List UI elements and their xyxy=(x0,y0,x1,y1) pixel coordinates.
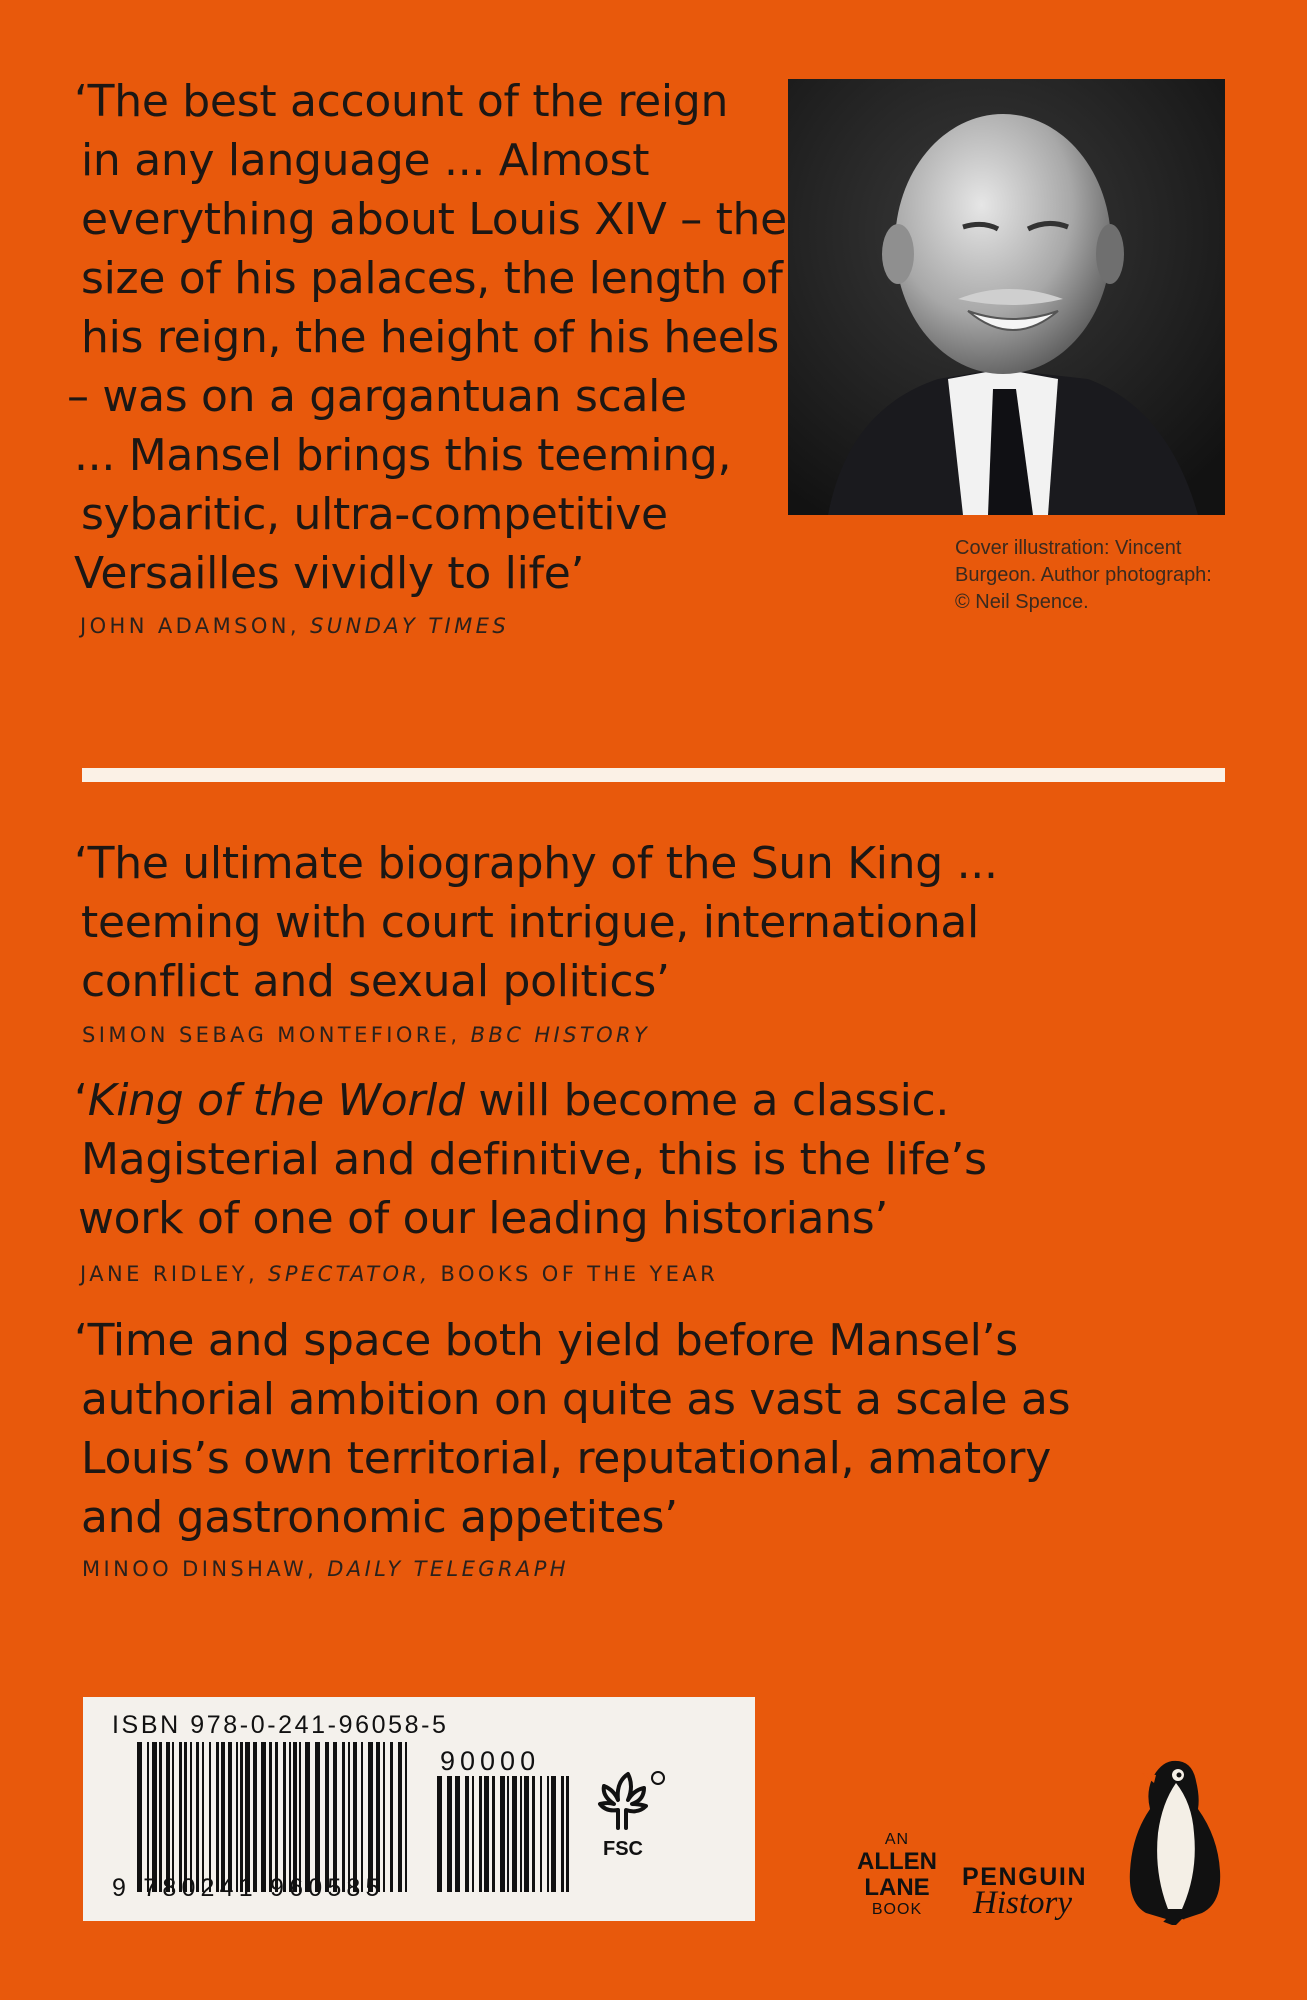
quote-1-attribution xyxy=(80,613,509,639)
barcode-bar xyxy=(209,1742,211,1892)
attribution-source: DAILY TELEGRAPH xyxy=(327,1557,569,1581)
divider-bar xyxy=(82,768,1225,782)
quote-2-line: ‘The ultimate biography of the Sun King ... xyxy=(74,838,998,889)
quote-1-line: – was on a gargantuan scale xyxy=(67,371,687,422)
barcode-bar xyxy=(159,1742,162,1892)
quote-1-line: everything about Louis XIV – the xyxy=(81,194,787,245)
barcode-bar xyxy=(275,1742,278,1892)
quote-1-line: Versailles vividly to life’ xyxy=(74,548,585,599)
barcode-bar xyxy=(532,1776,535,1892)
barcode-bar xyxy=(500,1776,505,1892)
quote-3-line-rest: will become a classic. xyxy=(464,1075,950,1126)
barcode-bar xyxy=(305,1742,310,1892)
barcode-bar xyxy=(202,1742,204,1892)
quote-3-attribution xyxy=(80,1261,718,1287)
barcode-bar xyxy=(269,1742,272,1892)
barcode-bar xyxy=(184,1742,187,1892)
barcode-bar xyxy=(368,1742,373,1892)
quote-1-line: in any language ... Almost xyxy=(81,135,650,186)
barcode-bar xyxy=(390,1742,393,1892)
barcode-bar xyxy=(299,1742,301,1892)
attribution-author: MINOO DINSHAW, xyxy=(82,1557,318,1581)
allen-lane-logo xyxy=(850,1831,944,1919)
attribution-source: BBC HISTORY xyxy=(470,1023,651,1047)
barcode-bar xyxy=(293,1742,297,1892)
credit-line: © Neil Spence. xyxy=(955,591,1089,613)
barcode-bar xyxy=(253,1742,257,1892)
barcode-bar xyxy=(221,1742,225,1892)
quote-1-line: his reign, the height of his heels xyxy=(81,312,780,363)
attribution-author: SIMON SEBAG MONTEFIORE, xyxy=(82,1023,461,1047)
barcode-bar xyxy=(172,1742,174,1892)
allen-lane-lane: LANE xyxy=(864,1874,930,1901)
barcode-bar xyxy=(333,1742,337,1892)
quote-1-line: ... Mansel brings this teeming, xyxy=(74,430,732,481)
barcode-bar xyxy=(465,1776,469,1892)
barcode-bar xyxy=(398,1742,402,1892)
quote-4-line: Louis’s own territorial, reputational, amatory xyxy=(81,1433,1051,1484)
barcode-bar xyxy=(540,1776,542,1892)
barcode-bar xyxy=(196,1742,199,1892)
barcode-bar xyxy=(507,1776,509,1892)
quote-2-line: conflict and sexual politics’ xyxy=(81,956,670,1007)
barcode-bar xyxy=(152,1742,157,1892)
attribution-author: JANE RIDLEY, xyxy=(80,1262,259,1286)
barcode-bar xyxy=(179,1742,182,1892)
cover-credit xyxy=(955,535,1245,616)
barcode-bar xyxy=(353,1742,357,1892)
quote-4-attribution xyxy=(82,1556,569,1582)
allen-lane-allen: ALLEN xyxy=(857,1848,937,1875)
barcode-bar xyxy=(137,1742,142,1892)
quote-3-line: work of one of our leading historians’ xyxy=(78,1193,889,1244)
attribution-source: SPECTATOR, xyxy=(268,1262,431,1286)
barcode-bar xyxy=(566,1776,569,1892)
barcode-bar xyxy=(561,1776,564,1892)
barcode-bar xyxy=(524,1776,529,1892)
barcode-bar xyxy=(236,1742,238,1892)
credit-line: Burgeon. Author photograph: xyxy=(955,564,1212,586)
barcode-bar xyxy=(315,1742,320,1892)
allen-lane-an: AN xyxy=(884,1831,910,1848)
quote-4-line: ‘Time and space both yield before Mansel’s xyxy=(74,1315,1018,1366)
barcode-bar xyxy=(512,1776,517,1892)
barcode-bar xyxy=(216,1742,219,1892)
quote-3-book-title: King of the World xyxy=(87,1075,465,1126)
barcode-bar xyxy=(484,1776,489,1892)
attribution-author: JOHN ADAMSON, xyxy=(80,614,300,638)
barcode-addon-number: 90000 xyxy=(440,1746,541,1776)
barcode-bar xyxy=(551,1776,556,1892)
barcode-bar xyxy=(342,1742,345,1892)
quote-2-attribution xyxy=(82,1022,650,1048)
barcode-bar xyxy=(289,1742,291,1892)
quote-4-line: and gastronomic appetites’ xyxy=(81,1492,678,1543)
allen-lane-book: BOOK xyxy=(871,1901,923,1918)
barcode-main-bars xyxy=(137,1742,407,1892)
quote-2 xyxy=(74,834,998,1011)
quote-1 xyxy=(67,72,787,603)
quote-3-line xyxy=(74,1071,987,1130)
barcode-bar xyxy=(228,1742,232,1892)
barcode-bar xyxy=(455,1776,460,1892)
quote-2-line: teeming with court intrigue, international xyxy=(81,897,979,948)
quote-4-line: authorial ambition on quite as vast a scale as xyxy=(81,1374,1071,1425)
penguin-icon xyxy=(1120,1753,1230,1928)
quote-1-line: sybaritic, ultra-competitive xyxy=(81,489,668,540)
barcode-bar xyxy=(245,1742,250,1892)
quote-3-open-mark: ‘ xyxy=(74,1075,88,1126)
barcode-bar xyxy=(240,1742,243,1892)
barcode-addon-bars xyxy=(437,1776,573,1892)
barcode-bar xyxy=(190,1742,192,1892)
barcode-bar xyxy=(325,1742,329,1892)
penguin-wordmark: PENGUIN xyxy=(962,1863,1088,1891)
barcode-bar xyxy=(447,1776,452,1892)
barcode-number: 9 780241 960585 xyxy=(112,1874,385,1902)
attribution-source: SUNDAY TIMES xyxy=(310,614,510,638)
barcode-bar xyxy=(547,1776,549,1892)
quote-1-line: size of his palaces, the length of xyxy=(81,253,783,304)
barcode-bar xyxy=(348,1742,350,1892)
fsc-tree-icon xyxy=(588,1768,668,1838)
quote-4 xyxy=(74,1311,1070,1547)
barcode-bar xyxy=(361,1742,363,1892)
barcode-bar xyxy=(479,1776,482,1892)
author-portrait-image xyxy=(788,79,1225,515)
barcode-bar xyxy=(437,1776,442,1892)
fsc-label: FSC xyxy=(603,1838,643,1860)
barcode-bar xyxy=(405,1742,407,1892)
barcode-bar xyxy=(166,1742,170,1892)
author-photo xyxy=(788,79,1225,515)
isbn-text: ISBN 978-0-241-96058-5 xyxy=(112,1711,449,1739)
barcode-bar xyxy=(376,1742,380,1892)
barcode-bar xyxy=(492,1776,495,1892)
history-wordmark: History xyxy=(973,1885,1072,1921)
barcode-bar xyxy=(261,1742,266,1892)
quote-3-line: Magisterial and definitive, this is the life’s xyxy=(81,1134,987,1185)
attribution-extra: BOOKS OF THE YEAR xyxy=(440,1262,719,1286)
barcode-bar xyxy=(383,1742,385,1892)
credit-line: Cover illustration: Vincent xyxy=(955,537,1182,559)
quote-3 xyxy=(74,1071,987,1248)
quote-1-line: ‘The best account of the reign xyxy=(74,76,729,127)
barcode-bar xyxy=(520,1776,522,1892)
barcode-bar xyxy=(472,1776,474,1892)
barcode-bar xyxy=(283,1742,286,1892)
barcode-bar xyxy=(147,1742,149,1892)
